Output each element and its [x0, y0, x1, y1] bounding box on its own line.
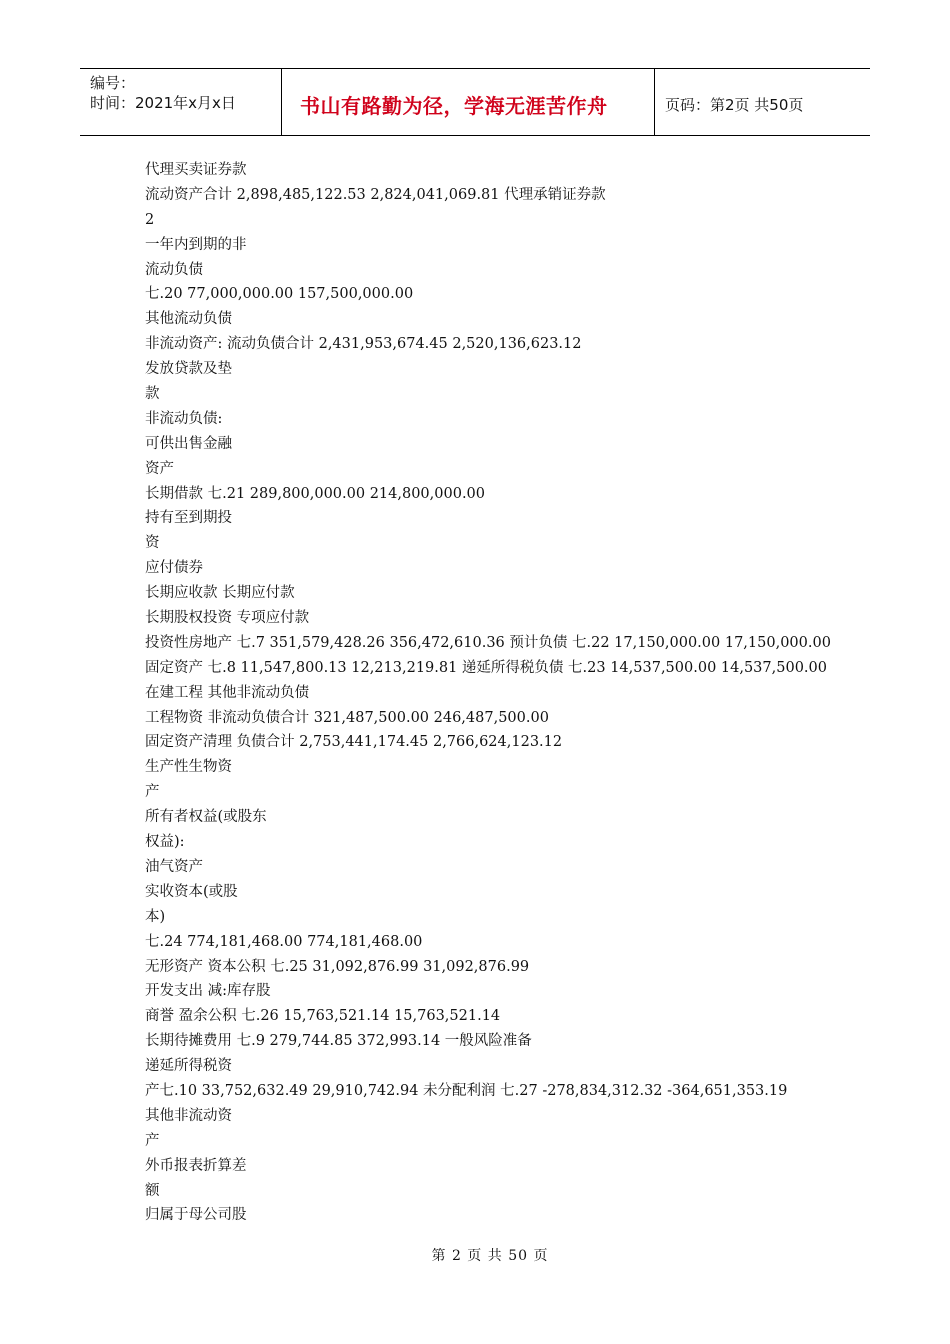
- text-line: 可供出售金融: [145, 435, 232, 452]
- date-label: 时间：2021年x月x日: [90, 94, 236, 112]
- document-body: [145, 158, 845, 1228]
- text-line: 油气资产: [145, 858, 203, 875]
- text-line: 七.24 774,181,468.00 774,181,468.00: [145, 933, 423, 950]
- text-line: 非流动资产: 流动负债合计 2,431,953,674.45 2,520,136,623.12: [145, 336, 582, 353]
- text-line: 固定资产清理 负债合计 2,753,441,174.45 2,766,624,123.12: [145, 734, 563, 751]
- text-line: 产: [145, 784, 160, 801]
- text-line: 持有至到期投: [145, 510, 232, 527]
- text-line: 实收资本(或股: [145, 883, 238, 900]
- header-motto: [282, 69, 655, 135]
- text-line: 其他流动负债: [145, 311, 232, 328]
- text-line: 所有者权益(或股东: [145, 809, 267, 826]
- text-line: 款: [145, 386, 160, 403]
- text-line: 长期股权投资 专项应付款: [145, 610, 310, 627]
- text-line: 七.20 77,000,000.00 157,500,000.00: [145, 286, 414, 303]
- page-code-text: 页码：第2页 共50页: [665, 95, 804, 114]
- text-line: 产: [145, 1132, 160, 1149]
- text-line: 外币报表折算差: [145, 1157, 247, 1174]
- text-line: 本): [145, 908, 166, 925]
- text-line: 2: [145, 211, 155, 228]
- serial-number-label: 编号：: [90, 74, 136, 92]
- text-line: 固定资产 七.8 11,547,800.13 12,213,219.81 递延所得税负债 七.23 14,537,500.00 14,537,500.00: [145, 659, 827, 676]
- text-line: 开发支出 减:库存股: [145, 983, 271, 1000]
- text-line: 其他非流动资: [145, 1107, 232, 1124]
- text-line: 代理买卖证券款: [145, 162, 247, 178]
- text-line: 工程物资 非流动负债合计 321,487,500.00 246,487,500.00: [145, 709, 549, 726]
- text-line: 一年内到期的非: [145, 236, 247, 253]
- text-line: 权益):: [145, 834, 185, 851]
- header-meta: [80, 69, 282, 135]
- motto-text: 书山有路勤为径，学海无涯苦作舟: [300, 93, 608, 118]
- text-line: 无形资产 资本公积 七.25 31,092,876.99 31,092,876.99: [145, 958, 530, 975]
- text-line: 递延所得税资: [145, 1058, 232, 1075]
- text-line: 额: [145, 1182, 160, 1199]
- text-line: 生产性生物资: [145, 759, 232, 776]
- document-header: [80, 68, 870, 136]
- text-line: 在建工程 其他非流动负债: [145, 684, 310, 701]
- text-line: 长期借款 七.21 289,800,000.00 214,800,000.00: [145, 485, 485, 502]
- text-line: 应付债券: [145, 560, 203, 577]
- text-line: 资: [145, 535, 160, 552]
- text-line: 归属于母公司股: [145, 1207, 247, 1224]
- text-line: 资产: [145, 460, 174, 477]
- text-line: 投资性房地产 七.7 351,579,428.26 356,472,610.36 预计负债 七.22 17,150,000.00 17,150,000.00: [145, 634, 831, 651]
- text-line: 发放贷款及垫: [145, 361, 232, 378]
- text-line: 商誉 盈余公积 七.26 15,763,521.14 15,763,521.14: [145, 1008, 501, 1025]
- text-line: 流动资产合计 2,898,485,122.53 2,824,041,069.81 代理承销证券款: [145, 186, 606, 203]
- text-line: 长期待摊费用 七.9 279,744.85 372,993.14 一般风险准备: [145, 1033, 532, 1050]
- page-footer: 第 2 页 共 50 页: [431, 1248, 549, 1264]
- header-page-code: [655, 69, 870, 135]
- text-line: 流动负债: [145, 261, 203, 278]
- text-line: 长期应收款 长期应付款: [145, 585, 295, 602]
- text-line: 非流动负债:: [145, 410, 223, 427]
- text-line: 产七.10 33,752,632.49 29,910,742.94 未分配利润 七.27 -278,834,312.32 -364,651,353.19: [145, 1082, 788, 1099]
